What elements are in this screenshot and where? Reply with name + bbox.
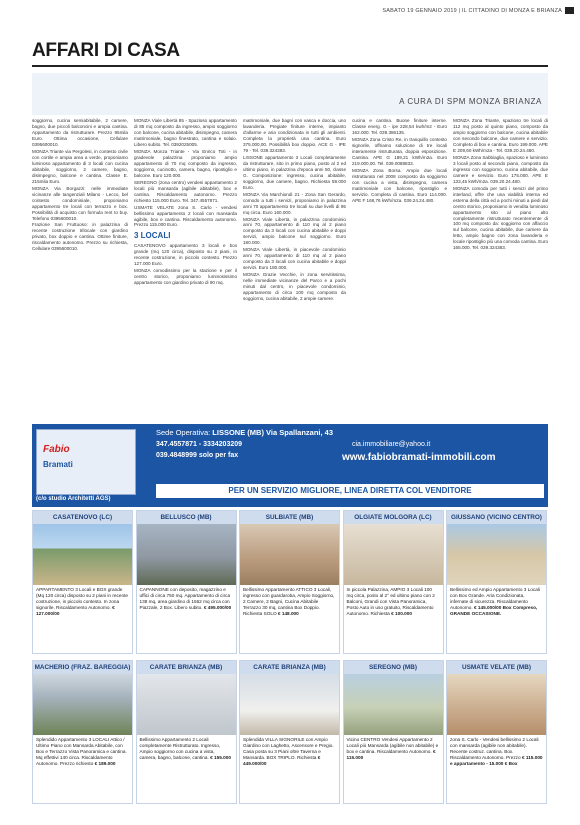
logo-word-2: Bramati — [43, 460, 73, 469]
card-price: € 155.000 — [210, 755, 231, 761]
property-photo — [240, 524, 339, 585]
card-location: GIUSSANO (VICINO CENTRO) — [447, 511, 546, 524]
office-address — [156, 428, 333, 437]
card-description — [137, 585, 236, 613]
card-price: € 100.000 — [391, 611, 412, 617]
logo-word-1: Fabio — [43, 444, 70, 455]
phone-line-2[interactable]: 039.4848999 solo per fax — [156, 452, 239, 459]
page-marker — [565, 7, 574, 14]
listing-paragraph: MONZA Monza Triante - Via Enrico Toti - in gradevole palazzina proponiamo ampio appartamento di 70 mq composto da ingresso, soggiorno, cucinotto, camera, bagno, ripostiglio e balcone. Euro 120.000. — [134, 148, 237, 178]
listing-paragraph: LISSONE appartamento 3 Locali completamente da ristrutturare, sito in primo piano, posto al 2 ed ultimo piano, in palazzina d'epoca anni 50, classe G. Composizione: ingresso, cucina abitabile, soggiorno, due camere, bagno. Richiesta 59.000 Euro. — [243, 154, 346, 190]
property-photo — [33, 524, 132, 585]
card-location: SULBIATE (MB) — [240, 511, 339, 524]
card-text: Splendido Appartamento 3 LOCALI Attico / Ultimo Piano con Mansarda Abitabile, con Box e Terrazzo Vista Panoramica e cantina. Mq effettivi 140 circa. Riscaldamento Autonomo. Prezzo richiesto — [36, 737, 127, 767]
listing-paragraph: Frazione San Fruttuoso: in palazzina di recente costruzione trilocale con giardino privato, box doppio e cantina. Ottime finiture, riscaldamento autonomo. Prezzo su richiesta, Cellulare 0395600010. — [32, 222, 128, 252]
listing-paragraph: MONZA Via Borgazzi: nelle immediate vicinanze alle tangenziali Milano - Lecco, bel contesto condominiale, proponiamo appartamento tre locali con terrazzo e box. Possibilità di acquisto con formula rent to buy. Telefono 0395600010. — [32, 185, 128, 221]
property-card[interactable] — [239, 510, 340, 654]
listing-paragraph: MONZA Viale Libertà 85 - Spazioso appartamento di 85 mq composto da ingresso, ampio soggiorno con balcone, cucina abitabile, disimpegno, camera matrimoniale, bagno finestrato, cantina e solaio. Libero subito. Tel. 0392025005. — [134, 118, 237, 147]
card-location: MACHERIO (FRAZ. BAREGGIA) — [33, 661, 132, 674]
listing-paragraph: MONZA Zona Cristo Re, in tranquillo contesto signorile, offriamo soluzione di tre locali interamente ristrutturata, doppia esposizione. Cantina. APE G 189,21 kWh/m2a. Euro 219.000,00. Tel. 039.0088833. — [352, 136, 447, 166]
card-description — [33, 585, 132, 620]
card-text: Bellissimo ed Ampio Appartamento 3 Locali con Box Grande. Aria Condizionata, infernate di sicurezza. Riscaldamento Autonomo. — [450, 587, 540, 611]
property-card[interactable] — [446, 510, 547, 654]
property-card[interactable] — [32, 510, 133, 654]
card-price: € 145.000/00 Box Compreso, GRANDE OCCASIONE. — [450, 605, 538, 617]
property-card[interactable] — [136, 510, 237, 654]
property-photo — [137, 674, 236, 735]
card-location: OLGIATE MOLGORA (LC) — [344, 511, 443, 524]
property-card[interactable] — [446, 660, 547, 804]
property-photo — [344, 674, 443, 735]
listing-paragraph: MONZA comoda per tutti i servizi del primo interland, offre che una viabilità interna ed esterna della città ed a pochi minuti a piedi dal centro storico, proponiamo in vendita luminoso appartamento sito al piano alto completamente ristrutturato recentemente di 100 mq composto da: soggiorno con affaccio sul balcone, cucina abitabile, due camere da letto, ampio bagno con zona lavanderia e locale ripostiglio più una comoda cantina. Euro 165.000. Tel. 039.324383. — [453, 185, 548, 251]
listing-paragraph: cucina e cantina. Buone finiture interne. Classe energ. G - ipe 228,54 kwh/m2 - Euro 162.000. Tel. 039.386135. — [352, 118, 447, 135]
section-band — [32, 73, 548, 115]
listing-paragraph: MONZA Viale Libertà, in palazzina condominio anni 70, appartamento di 110 mq al 2 piano composto da 3 locali con cucina abitabile e doppi servizi, ampio balcone sul soggiorno. Euro 180.000. — [243, 216, 346, 246]
card-price: € 127.000/00 — [36, 605, 115, 617]
listing-paragraph: MONZA Viale Libertà, in piacevole condominio anni 70, appartamento di 110 mq al 2 piano composto da 3 locali con cucina abitabile e doppi servizi. Euro 180.000. — [243, 247, 346, 271]
page-title: AFFARI DI CASA — [32, 40, 180, 61]
listing-paragraph: SEREGNO (zona centro) vendesi appartamento 2 locali più mansarda (agibile abitabile), box e cantina. Riscaldamento autonomo. Prezzo richiesto 115.000 Euro. Tel. 347.4557871. — [134, 179, 237, 203]
card-location: CARATE BRIANZA (MB) — [137, 661, 236, 674]
card-description — [33, 735, 132, 770]
header-date-line: SABATO 19 GENNAIO 2019 | IL CITTADINO DI MONZA E BRIANZA — [382, 8, 562, 14]
listing-paragraph: 3 LOCALI — [134, 231, 171, 241]
title-rule — [32, 65, 548, 67]
property-photo — [447, 674, 546, 735]
listing-paragraph: MONZA Triante via Pergolesi, in contesto civile con cortile e ampia area a verde, proponiamo luminoso appartamento di 3 locali con cucina abitabile, soggiorno, 2 camere, bagno, disimpegno, balcone e cantina. Classe E. 215mila Euro. — [32, 148, 128, 184]
property-card[interactable] — [239, 660, 340, 804]
card-location: SEREGNO (MB) — [344, 661, 443, 674]
card-price: € 115.000 e appartamento - 15.000 € Box — [450, 755, 543, 767]
listing-paragraph: MONZA Zona Triante, spazioso tre locali di 112 mq posto al quinto piano, composto da ampio soggiorno con balcone, cucina abitabile con secondo balcone, due camere e servizio. Completo di box e cantina. Euro 199.000. APE E 209,60 kWh/m2a - Tel. 039.20.24.480. — [453, 118, 548, 153]
card-description — [240, 735, 339, 770]
property-card[interactable] — [343, 660, 444, 804]
phone-line-1[interactable]: 347.4557871 - 3334203209 — [156, 441, 243, 448]
agency-banner — [32, 424, 548, 507]
card-text: APPARTAMENTO 3 Locali e BOX grande (Mq 120 circa) disposto su 2 piani in recente costruzione, in piccolo contesto. In zona signorile. Riscaldamento Autonomo. — [36, 587, 128, 611]
property-card[interactable] — [136, 660, 237, 804]
property-card[interactable] — [343, 510, 444, 654]
property-photo — [447, 524, 546, 585]
card-text: In piccola Palazzina, AMPIO 3 Locali 100 mq circa, posto al 2° ed ultimo piano con 2 Balconi, Grandi con Vista Panoramica, Posto Auto in uso gratuito, Riscaldamento Autonomo. Richiesta — [346, 587, 435, 617]
card-price: € 189.000 — [94, 761, 116, 767]
text-column-3 — [243, 118, 346, 420]
office-label: Sede Operativa: — [156, 428, 211, 437]
listing-paragraph: MONZA comodissimo per la stazione e per il centro storico, proponiamo luminosissimo appartamento con giardino privato di 90 mq. — [134, 267, 237, 285]
card-text: Splendida VILLA SIGNORILE con Ampio Giardino con Laghetto, Ascensore e Pregio. Casa posta su 3 Piani oltre Taverna e Mansarda. BOX TRIPLO. Richiesta — [243, 737, 334, 761]
banner-tagline: PER UN SERVIZIO MIGLIORE, LINEA DIRETTA COL VENDITORE — [156, 484, 544, 498]
card-price: € 115.000 — [346, 749, 436, 761]
property-photo — [240, 674, 339, 735]
listing-paragraph: USMATE VELATE zona S. Carlo - vendesi bellissimo appartamento 2 locali con mansarda agibile, box e cantina. Riscaldamento autonomo. Prezzo 115.000 Euro. — [134, 204, 237, 228]
card-price: € 495.000/00 — [203, 605, 232, 611]
listings-text-area — [32, 118, 548, 420]
card-price: € 449.000/00 — [243, 755, 321, 767]
text-column-5 — [453, 118, 548, 420]
email-address[interactable]: cia.immobiliare@yahoo.it — [352, 441, 431, 448]
card-price: € 148.000 — [277, 611, 299, 617]
card-description — [137, 735, 236, 763]
card-text: Bellissimo Appartamento 2 Locali completamente Ristrutturato. Ingresso, Ampio soggiorno con cucina a vista, camera, bagno, balcone, cantina. — [139, 737, 221, 761]
property-card[interactable] — [32, 660, 133, 804]
card-description — [344, 735, 443, 763]
card-text: CAPANNONE con deposito, magazzino e uffici di circa 750 mq. Appartamento di circa 138 mq, area giardino di 1562 mq circa con Piazzale, 2 Box. Libero subito. — [139, 587, 231, 611]
card-text: Bellissimo Appartamento ATTICO 3 Locali, ingresso con guardaroba, Ampio Soggiorno, 2 Camere, 2 Bagni, Cucina Abitabile Terrazzo 30 mq, cantina Box Doppio. Richiesta SOLO — [243, 587, 335, 617]
card-description — [447, 585, 546, 620]
office-value: LISSONE (MB) Via Spallanzani, 43 — [212, 428, 334, 437]
property-photo — [344, 524, 443, 585]
listing-paragraph: CASATENOVO appartamento 3 locali e box grande (mq 120 circa), disposto su 2 piani, in recente costruzione, in piccolo contesto. Prezzo 127.000 Euro. — [134, 242, 237, 266]
text-column-4 — [352, 118, 447, 420]
card-description — [344, 585, 443, 620]
listing-paragraph: soggiorno, cucina semiabitabile, 2 camere, bagno, due piccoli balconcini e ampia cantina. Appartamento da ristrutturare. Prezzo 95mila Euro. Ottima occasione, Cellulare 0395600010. — [32, 118, 128, 147]
listing-paragraph: MONZA Zona Sabbiaglia, spazioso e luminoso 3 locali posto al secondo piano, composto da ingresso con soggiorno, cucina abitabile, due camere e servizio. Euro 175.000. APE E 133,45 kWh/m2a. 039.20.24.480. — [453, 154, 548, 184]
listing-paragraph: matrimoniale, due bagni con vasca e doccia, uno lavanderia. Pregiate finiture interne, impianto d'allarme e aria condizionata in tutti gli ambienti. Completa la proprietà una cantina. Euro 375.000,00. Possibilità box doppio. ACE G - IPE 79 - Tel. 039.324383. — [243, 118, 346, 153]
agency-logo — [36, 429, 136, 495]
text-column-2 — [134, 118, 237, 420]
card-location: BELLUSCO (MB) — [137, 511, 236, 524]
card-description — [447, 735, 546, 770]
listing-paragraph: MONZA Via Marchiondi 21 - Zona San Gerardo, comodo a tutti i servizi, proponiamo in palazzina anni 70 appartamento tre locali su due livelli di 95 mq circa. Euro 160.000. — [243, 191, 346, 215]
property-card-grid — [32, 510, 548, 804]
listing-paragraph: MONZA Zona Borsa. Ampio due locali ristrutturato nel 2008 composto da soggiorno con cucina a vista, disimpegno, camera matrimoniale con balcone, ripostiglio e servizio. Completa di cantina. Euro 114.000. APE F 168,76 kWh/m2a. 039.24.24.480. — [352, 167, 447, 203]
property-photo — [137, 524, 236, 585]
card-location: USMATE VELATE (MB) — [447, 661, 546, 674]
property-photo — [33, 674, 132, 735]
card-description — [240, 585, 339, 620]
section-subtitle: A CURA DI SPM MONZA BRIANZA — [399, 97, 542, 106]
studio-note: (c/o studio Architetti AGS) — [36, 496, 111, 502]
card-text: Vicino CENTRO Vendesi Appartamento 2 Locali più Mansarda (agibile non abitabile) e box e cantina. Riscaldamento Autonomo. — [346, 737, 439, 755]
listing-paragraph: MONZA Grazie Vecchie, in zona servitissima, nelle immediate vicinanze del Parco e a pochi minuti dal centro, in piacevole condominio, appartamento di circa 100 mq composto da soggiorno, cucina abitabile, 2 ampie camere. — [243, 272, 346, 302]
card-text: zona S. Carlo - Vendesi bellissimo 2 Locali con mansarda (agibile non abitabile). Recente costruz. cantina. Box. Riscaldamento Autonomo. Prezzo — [450, 737, 539, 761]
card-location: CASATENOVO (LC) — [33, 511, 132, 524]
website-link[interactable]: www.fabiobramati-immobili.com — [342, 452, 496, 463]
card-location: CARATE BRIANZA (MB) — [240, 661, 339, 674]
text-column-1 — [32, 118, 128, 420]
